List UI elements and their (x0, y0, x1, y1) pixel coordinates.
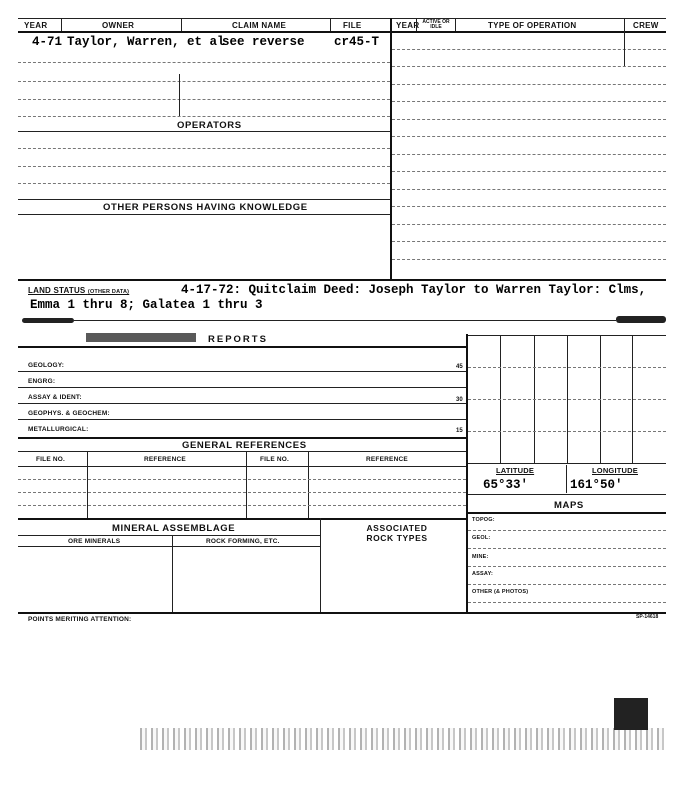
gen-ref-reference-1: REFERENCE (144, 456, 186, 463)
mineral-assemblage-title: MINERAL ASSEMBLAGE (112, 523, 236, 534)
form-number: SP-14618 (636, 614, 659, 620)
header-year-2: YEAR (396, 21, 420, 30)
maps-other-label: OTHER (& PHOTOS) (472, 589, 529, 595)
rock-forming-label: ROCK FORMING, ETC. (206, 538, 280, 545)
land-status-line-1: 4-17-72: Quitclaim Deed: Joseph Taylor to Warren Taylor: Clms, (181, 283, 647, 297)
associated-rock-types-label: ASSOCIATED ROCK TYPES (366, 523, 428, 543)
gen-ref-file-no-1: FILE NO. (36, 456, 66, 463)
owner-entry-claim-name: see reverse (222, 35, 305, 49)
owner-entry-owner: Taylor, Warren, et al (67, 35, 225, 49)
reports-title: REPORTS (208, 334, 268, 345)
other-persons-label: OTHER PERSONS HAVING KNOWLEDGE (103, 202, 308, 213)
scan-smudge-right (616, 316, 666, 323)
operators-label: OPERATORS (177, 120, 242, 131)
maps-geol-label: GEOL: (472, 535, 491, 541)
land-status-sublabel: (OTHER DATA) (87, 289, 130, 295)
header-year: YEAR (24, 21, 48, 30)
report-num-45: 45 (456, 364, 463, 370)
scan-smudge-left (22, 318, 74, 323)
header-owner: OWNER (102, 21, 135, 30)
latitude-label: LATITUDE (496, 466, 535, 475)
maps-topog-label: TOPOG: (472, 517, 495, 523)
longitude-label: LONGITUDE (592, 466, 638, 475)
header-type-of-operation: TYPE OF OPERATION (488, 21, 577, 30)
maps-assay-label: ASSAY: (472, 571, 494, 577)
report-engrg-label: ENGRG: (28, 378, 56, 385)
land-status-line-2: Emma 1 thru 8; Galatea 1 thru 3 (30, 298, 263, 312)
header-file: FILE (343, 21, 362, 30)
header-crew: CREW (633, 21, 659, 30)
gen-ref-reference-2: REFERENCE (366, 456, 408, 463)
report-num-15: 15 (456, 428, 463, 434)
land-status-label (28, 286, 129, 295)
header-claim-name: CLAIM NAME (232, 21, 287, 30)
latitude-value: 65°33' (483, 478, 529, 492)
scan-noise-band (140, 728, 668, 750)
reports-smudge (86, 333, 196, 342)
owner-entry-year: 4-71 (32, 35, 63, 49)
points-meriting-attention-label: POINTS MERITING ATTENTION: (28, 616, 132, 623)
report-assay-label: ASSAY & IDENT: (28, 394, 82, 401)
land-status-label-text: LAND STATUS (28, 286, 86, 295)
gen-ref-file-no-2: FILE NO. (260, 456, 290, 463)
header-divider (18, 31, 666, 33)
maps-title: MAPS (554, 500, 584, 511)
general-references-title: GENERAL REFERENCES (182, 440, 307, 451)
ore-minerals-label: ORE MINERALS (68, 538, 121, 545)
report-num-30: 30 (456, 397, 463, 403)
report-geology-label: GEOLOGY: (28, 362, 65, 369)
report-metallurgical-label: METALLURGICAL: (28, 426, 89, 433)
scan-corner-mark (614, 698, 648, 730)
land-status-top-rule (18, 279, 666, 281)
header-active-or-idle: ACTIVE OR IDLE (422, 19, 450, 30)
report-geophys-label: GEOPHYS. & GEOCHEM: (28, 410, 110, 417)
maps-mine-label: MINE: (472, 554, 489, 560)
owner-entry-file: cr45-T (334, 35, 380, 49)
longitude-value: 161°50' (570, 478, 623, 492)
reports-right-divider (466, 334, 468, 612)
